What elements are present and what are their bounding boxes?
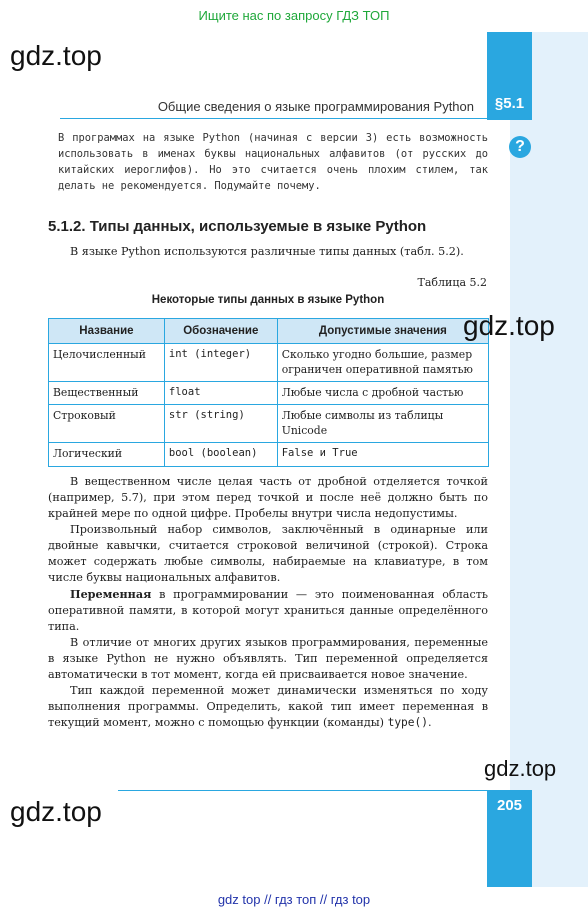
table-cell: bool (boolean) xyxy=(164,443,277,467)
intro-text: В языке Python используются различные типы данных (табл. 5.2). xyxy=(70,245,464,258)
question-icon: ? xyxy=(509,136,531,158)
page-number: 205 xyxy=(496,797,523,814)
subsection-title: 5.1.2. Типы данных, используемые в языке Python xyxy=(48,218,427,235)
table-cell: Логический xyxy=(49,443,165,467)
top-banner[interactable]: Ищите нас по запросу ГДЗ ТОП xyxy=(198,8,390,23)
table-cell: False и True xyxy=(277,443,488,467)
data-types-table xyxy=(48,318,489,467)
running-header-title: Общие сведения о языке программирования Python xyxy=(157,99,474,114)
code-type: type() xyxy=(387,716,428,729)
table-caption: Некоторые типы данных в языке Python xyxy=(151,294,385,306)
paragraph: Произвольный набор символов, заключённый в одинарные или двойные кавычки, считается строковой величиной (строкой). Строка может содержать любые символы, набираемые на клавиатуре, в том числе буквы национальных алфавитов. xyxy=(48,523,488,584)
column-header-name: Название xyxy=(49,319,165,344)
side-note-text: В программах на языке Python (начиная с версии 3) есть возможность использовать в именах буквы национальных алфавитов (от русских до китайских иероглифов). Но это считается очень плохим стилем, так делать не рекомендуется. Подумайте почему. xyxy=(58,132,488,192)
section-number: §5.1 xyxy=(494,95,525,112)
paragraph xyxy=(48,586,488,635)
table-cell: Вещественный xyxy=(49,382,165,405)
table-row xyxy=(49,382,489,405)
paragraph: В вещественном числе целая часть от дробной отделяется точкой (например, 5.7), при этом перед точкой и после неё должно быть по крайней мере по одной цифре. Пробелы внутри числа недопустимы. xyxy=(48,475,488,520)
table-cell: Любые числа с дробной частью xyxy=(277,382,488,405)
watermark-lower-right: gdz.top xyxy=(484,756,557,781)
intro-paragraph xyxy=(48,244,488,260)
table-header-row xyxy=(49,319,489,344)
table-cell: Сколько угодно большие, размер ограничен оперативной памятью xyxy=(277,344,488,382)
main-text xyxy=(48,474,488,731)
table-label: Таблица 5.2 xyxy=(417,276,487,289)
bottom-rule xyxy=(118,790,488,791)
table-row xyxy=(49,443,489,467)
watermark-table-right: gdz.top xyxy=(463,310,555,341)
term-variable: Переменная xyxy=(70,587,152,601)
watermark-top-left: gdz.top xyxy=(10,40,102,71)
paragraph-text: Тип каждой переменной может динамически изменяться по ходу выполнения программы. Определить, какой тип имеет переменная в текущий момент, можно с помощью функции (команды) xyxy=(48,684,488,729)
table-cell: float xyxy=(164,382,277,405)
paragraph: В отличие от многих других языков программирования, переменные в языке Python не нужно объявлять. Тип переменной определяется автоматически в тот момент, когда ей присваивается новое значение. xyxy=(48,636,488,681)
paragraph xyxy=(48,683,488,731)
column-header-values: Допустимые значения xyxy=(277,319,488,344)
footer-links[interactable]: gdz top // гдз топ // гдз top xyxy=(217,892,371,907)
paragraph-rest: в программировании — это поименованная область оперативной памяти, в которой могут храниться данные определённого типа. xyxy=(48,588,488,633)
side-note xyxy=(58,130,488,194)
watermark-bottom-left: gdz.top xyxy=(10,796,102,827)
table-cell: Целочисленный xyxy=(49,344,165,382)
table-cell: Любые символы из таблицы Unicode xyxy=(277,405,488,443)
table-row xyxy=(49,344,489,382)
paragraph-end: . xyxy=(428,716,432,729)
table-cell: Строковый xyxy=(49,405,165,443)
table-row xyxy=(49,405,489,443)
table-cell: str (string) xyxy=(164,405,277,443)
column-header-designation: Обозначение xyxy=(164,319,277,344)
table-cell: int (integer) xyxy=(164,344,277,382)
header-rule xyxy=(60,118,488,119)
